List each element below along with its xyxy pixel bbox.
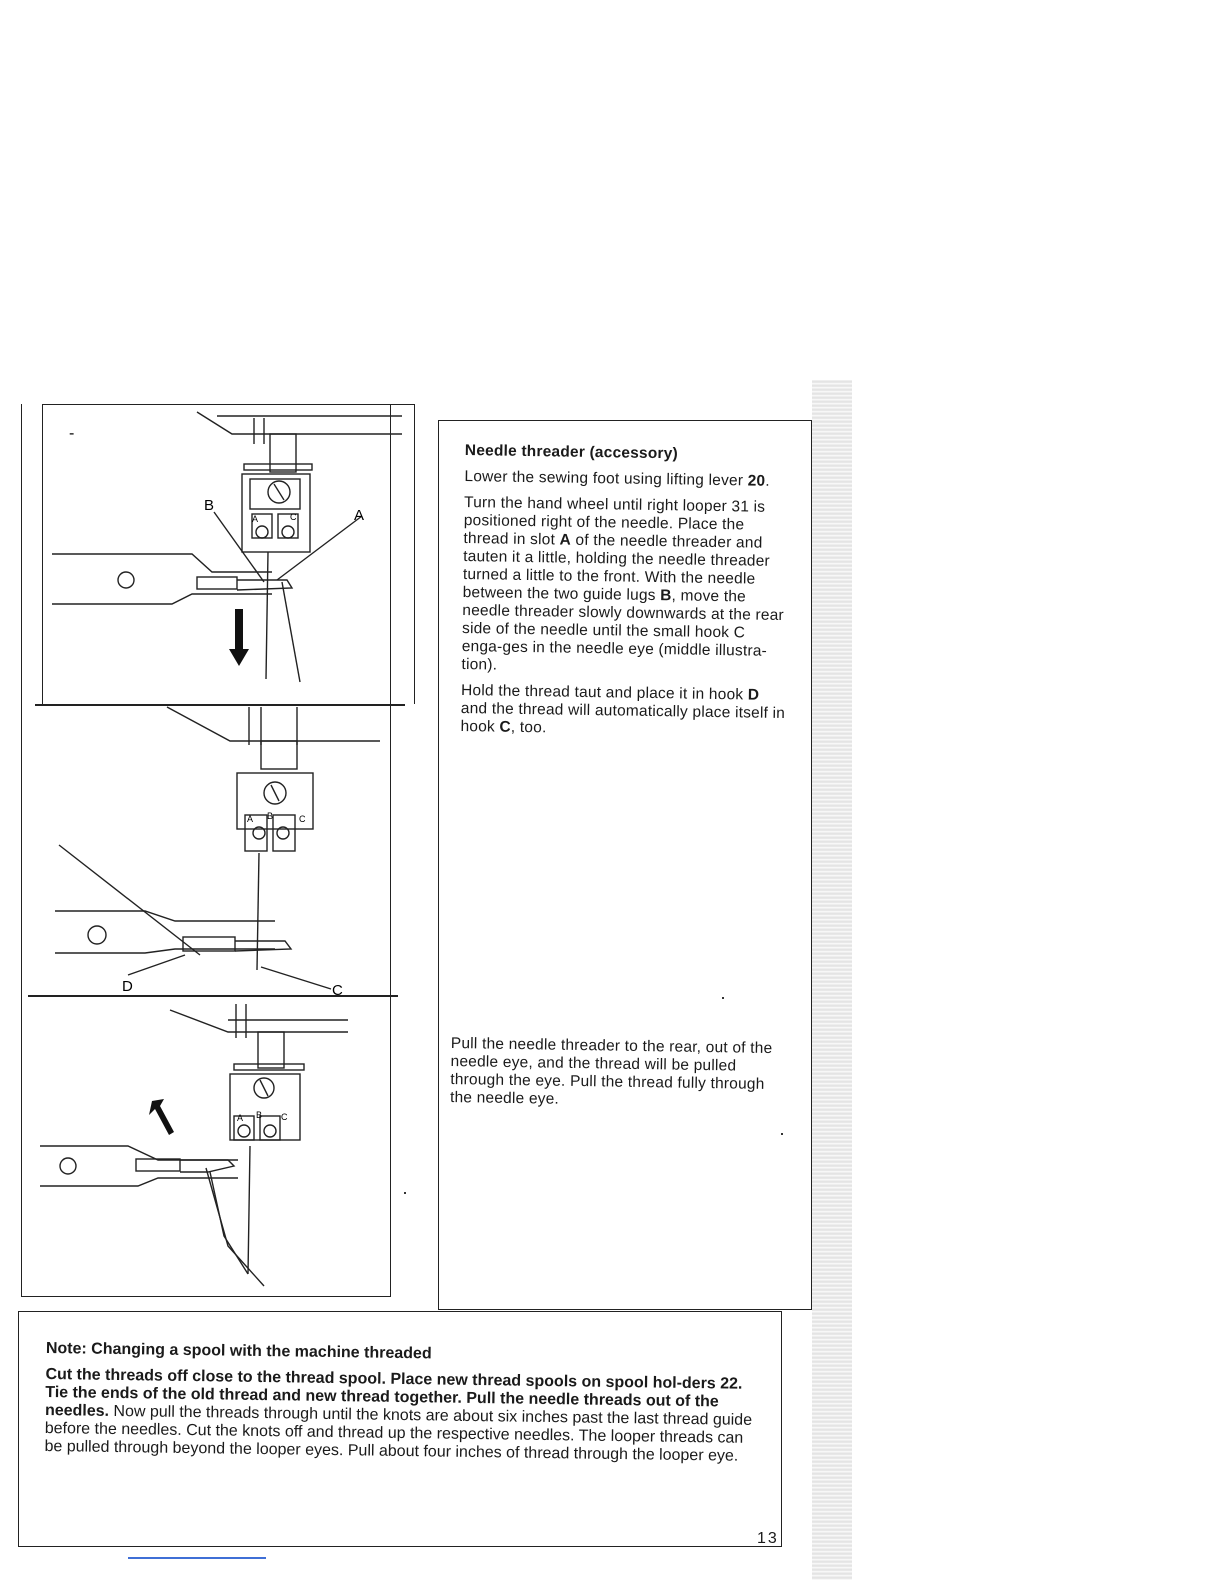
scan-dot [781,1133,783,1135]
small-label-c: C [290,512,297,522]
label-a: A [354,507,365,524]
scan-edge-shading [812,380,852,1580]
label-b: B [204,497,215,514]
scan-dot [404,1192,406,1194]
instruction-paragraph-3: Hold the thread taut and place it in hook D and the thread will automatically place itself in hook C, too. [460,681,786,737]
scan-blue-mark [128,1557,266,1559]
label-c: C [332,982,343,995]
scan-dot [722,997,724,999]
instruction-paragraph-4: Pull the needle threader to the rear, out of the needle eye, and the thread will be pulled through the eye. Pull the thread fully through the needle eye. [449,1035,773,1108]
note-body: Cut the threads off close to the thread spool. Place new thread spools on spool hol-ders 22. Tie the ends of the old thread and new thread together. Pull the needle threads out of the needles. Now pull the threads through until the knots are about six inches past the last thread guide before the needles. Cut the knots off and thread up the respective needles. The looper threads can be pulled through beyond the looper eyes. Pull about four inches of thread through the looper eye. [44,1365,753,1465]
figure1-dash: - [69,425,75,442]
figure-threader-insert [42,404,415,704]
note-text [44,1340,766,1466]
figure-threader-pull-out [28,996,398,1296]
instruction-paragraph-2: Turn the hand wheel until right looper 31 is positioned right of the needle. Place the thread in slot A of the needle threader and tauten it a little, holding the needle threader turned a little to the front. With the needle between the two guide lugs B, move the needle threader slowly downwards at the rear side of the needle until the small hook C enga-ges in the needle eye (middle illustra-tion). [461,493,785,674]
section-title: Needle threader (accessory) [464,442,679,463]
note-title: Note: Changing a spool with the machine threaded [45,1340,432,1363]
label-d: D [122,978,133,995]
small-label-a: A [252,514,259,524]
instruction-paragraph-1: Lower the sewing foot using lifting lever 20. [464,467,770,490]
instructions-text [460,442,790,749]
figure-threader-hook-engaged [35,705,405,995]
fig3-small-c: C [281,1112,288,1122]
fig3-small-a: A [237,1113,244,1123]
page-number: 13 [757,1530,779,1547]
fig2-small-b: B [267,811,274,821]
fig2-small-c: C [299,814,306,824]
fig2-small-a: A [247,814,254,824]
fig3-small-b: B [256,1110,263,1120]
